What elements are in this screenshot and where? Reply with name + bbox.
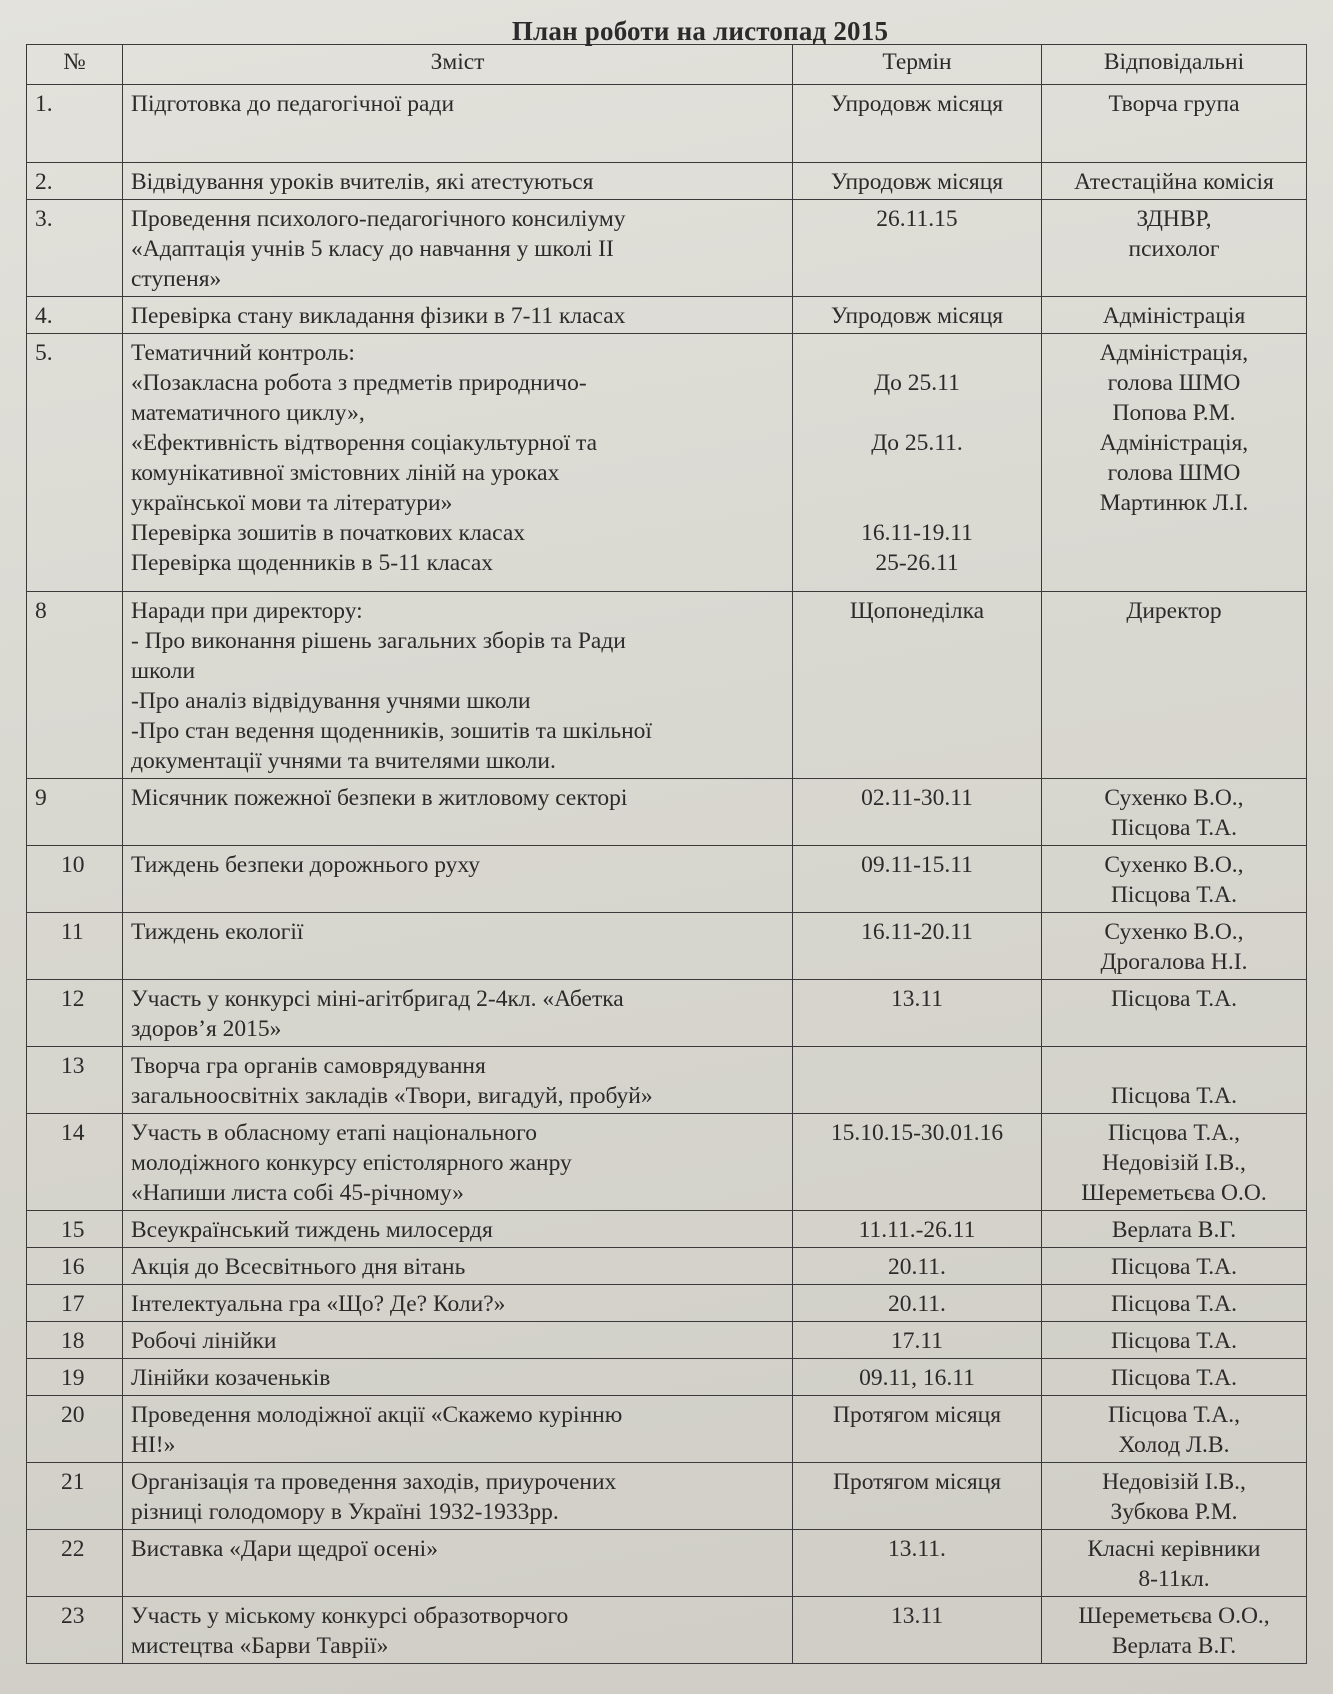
table-body: [27, 85, 1307, 1664]
row-term-line: Упродовж місяця: [830, 303, 1004, 329]
table-row: [27, 913, 1307, 980]
row-term: [793, 334, 1042, 592]
row-content-line: документації учнями та вчителями школи.: [131, 748, 556, 774]
row-content-line: НІ!»: [131, 1432, 176, 1458]
row-content: [123, 1359, 793, 1396]
row-content: [123, 592, 793, 779]
row-number: 3.: [27, 200, 123, 297]
row-responsible: [1042, 1114, 1307, 1211]
row-responsible: [1042, 779, 1307, 846]
row-responsible-line: Верлата В.Г.: [1111, 1633, 1237, 1659]
row-responsible-line: Сухенко В.О.,: [1104, 785, 1244, 811]
row-responsible: [1042, 980, 1307, 1047]
row-content: [123, 1597, 793, 1664]
row-responsible: [1042, 163, 1307, 200]
row-term-line: 09.11-15.11: [861, 852, 973, 878]
row-term-line: 02.11-30.11: [861, 785, 973, 811]
row-content-line: української мови та літератури»: [131, 490, 453, 516]
row-content-line: Акція до Всесвітнього дня вітань: [131, 1254, 466, 1280]
row-responsible-line: Пісцова Т.А.: [1110, 1365, 1238, 1391]
row-responsible-line: Недовізій І.В.,: [1102, 1150, 1246, 1176]
row-responsible-line: голова ШМО: [1107, 370, 1241, 396]
row-responsible-line: голова ШМО: [1107, 460, 1241, 486]
row-content-line: -Про аналіз відвідування учнями школи: [131, 688, 531, 714]
row-content: [123, 980, 793, 1047]
row-term-line: 13.11: [890, 1603, 943, 1629]
row-responsible-line: Пісцова Т.А.: [1110, 1291, 1238, 1317]
row-term-line: 13.11.: [888, 1536, 946, 1562]
row-term: [793, 1597, 1042, 1664]
row-responsible-line: Пісцова Т.А.,: [1108, 1402, 1240, 1428]
row-term-line: 16.11-19.11: [861, 520, 973, 546]
row-term: [793, 846, 1042, 913]
row-responsible-line: 8-11кл.: [1138, 1566, 1210, 1592]
row-term: [793, 200, 1042, 297]
row-term-line: До 25.11: [874, 370, 960, 396]
table-row: [27, 1285, 1307, 1322]
row-content: [123, 913, 793, 980]
row-content: [123, 1396, 793, 1463]
row-content-line: Наради при директору:: [131, 598, 363, 624]
row-responsible: [1042, 85, 1307, 163]
row-term-line: 09.11, 16.11: [859, 1365, 975, 1391]
row-term-line: [801, 398, 1033, 428]
row-content-line: різниці голодомору в Україні 1932-1933рр.: [131, 1499, 559, 1525]
row-responsible-line: Пісцова Т.А.: [1110, 815, 1238, 841]
row-content-line: Інтелектуальна гра «Що? Де? Коли?»: [131, 1291, 506, 1317]
row-content-line: мистецтва «Барви Таврії»: [131, 1633, 389, 1659]
row-responsible: [1042, 1047, 1307, 1114]
row-term: [793, 1285, 1042, 1322]
table-row: [27, 1463, 1307, 1530]
row-content: [123, 846, 793, 913]
row-responsible-line: Шереметьєва О.О.: [1081, 1180, 1267, 1206]
row-responsible-line: Сухенко В.О.,: [1104, 852, 1244, 878]
row-term: [793, 913, 1042, 980]
row-content-line: Перевірка зошитів в початкових класах: [131, 520, 526, 546]
row-number: 13: [27, 1047, 123, 1114]
row-content-line: «Напиши листа собі 45-річному»: [131, 1180, 464, 1206]
row-responsible-line: Директор: [1126, 598, 1222, 624]
row-term-line: Упродовж місяця: [830, 169, 1004, 195]
row-responsible: [1042, 846, 1307, 913]
row-content-line: Творча гра органів самоврядування: [131, 1053, 486, 1079]
row-responsible-line: Пісцова Т.А.: [1110, 1083, 1238, 1109]
table-row: [27, 163, 1307, 200]
row-responsible: [1042, 1396, 1307, 1463]
row-content-line: Перевірка щоденників в 5-11 класах: [131, 550, 494, 576]
row-content-line: Робочі лінійки: [131, 1328, 277, 1354]
row-responsible-line: ЗДНВР,: [1136, 206, 1212, 232]
row-responsible: [1042, 1359, 1307, 1396]
row-term-line: 15.10.15-30.01.16: [830, 1120, 1004, 1146]
row-responsible: [1042, 1463, 1307, 1530]
table-row: [27, 1047, 1307, 1114]
row-content-line: Участь в обласному етапі національного: [131, 1120, 537, 1146]
row-number: 5.: [27, 334, 123, 592]
row-term-line: 16.11-20.11: [861, 919, 973, 945]
table-row: [27, 1396, 1307, 1463]
row-term-line: Щопонеділка: [849, 598, 985, 624]
row-content: [123, 1530, 793, 1597]
row-number: 9: [27, 779, 123, 846]
row-content-line: «Позакласна робота з предметів природничо-: [131, 370, 587, 396]
table-row: [27, 85, 1307, 163]
row-content-line: Тиждень безпеки дорожнього руху: [131, 852, 481, 878]
row-responsible: [1042, 1322, 1307, 1359]
row-term-line: 11.11.-26.11: [858, 1217, 976, 1243]
row-content-line: - Про виконання рішень загальних зборів та Ради: [131, 628, 626, 654]
row-responsible-line: Класні керівники: [1087, 1536, 1261, 1562]
row-term: [793, 1530, 1042, 1597]
row-number: 2.: [27, 163, 123, 200]
row-number: 23: [27, 1597, 123, 1664]
row-number: 19: [27, 1359, 123, 1396]
row-content: [123, 1114, 793, 1211]
row-content: [123, 779, 793, 846]
row-number: 8: [27, 592, 123, 779]
row-content-line: Лінійки козаченьків: [131, 1365, 331, 1391]
row-term: [793, 163, 1042, 200]
row-content: [123, 163, 793, 200]
row-number: 10: [27, 846, 123, 913]
row-content-line: Проведення молодіжної акції «Скажемо курінню: [131, 1402, 623, 1428]
table-row: [27, 1530, 1307, 1597]
header-content: Зміст: [123, 45, 793, 85]
row-responsible: [1042, 913, 1307, 980]
row-content: [123, 1463, 793, 1530]
row-term: [793, 1047, 1042, 1114]
row-content: [123, 1322, 793, 1359]
header-responsible: Відповідальні: [1042, 45, 1307, 85]
row-number: 18: [27, 1322, 123, 1359]
row-responsible-line: Пісцова Т.А.: [1110, 882, 1238, 908]
row-content-line: ступеня»: [131, 266, 222, 292]
table-row: [27, 297, 1307, 334]
row-responsible-line: Холод Л.В.: [1118, 1432, 1230, 1458]
row-term: [793, 980, 1042, 1047]
row-term-line: 25-26.11: [875, 550, 959, 576]
row-number: 21: [27, 1463, 123, 1530]
plan-table: [26, 44, 1307, 1664]
row-responsible-line: Сухенко В.О.,: [1104, 919, 1244, 945]
document-page: [20, 18, 1310, 1664]
row-content-line: школи: [131, 658, 196, 684]
table-row: [27, 334, 1307, 592]
row-responsible-line: Пісцова Т.А.,: [1108, 1120, 1240, 1146]
row-content-line: Організація та проведення заходів, приурочених: [131, 1469, 617, 1495]
row-content: [123, 1285, 793, 1322]
row-term-line: [801, 338, 1033, 368]
row-term-line: 13.11: [890, 986, 943, 1012]
row-term-line: 20.11.: [888, 1254, 946, 1280]
row-content: [123, 200, 793, 297]
row-responsible-line: Дрогалова Н.І.: [1100, 949, 1248, 975]
table-row: [27, 980, 1307, 1047]
row-term: [793, 1248, 1042, 1285]
row-responsible-line: Творча група: [1108, 91, 1240, 117]
row-term-line: [801, 1051, 1033, 1081]
row-responsible-line: Попова Р.М.: [1112, 400, 1236, 426]
row-content-line: -Про стан ведення щоденників, зошитів та шкільної: [131, 718, 652, 744]
table-row: [27, 1359, 1307, 1396]
row-responsible-line: Мартинюк Л.І.: [1099, 490, 1249, 516]
row-term: [793, 1396, 1042, 1463]
row-responsible: [1042, 334, 1307, 592]
row-content-line: загальноосвітніх закладів «Твори, вигадуй, пробуй»: [131, 1083, 653, 1109]
row-content: [123, 85, 793, 163]
row-content: [123, 334, 793, 592]
row-content-line: Підготовка до педагогічної ради: [131, 91, 455, 117]
table-row: [27, 1597, 1307, 1664]
row-responsible: [1042, 1248, 1307, 1285]
row-content: [123, 1047, 793, 1114]
row-content-line: Всеукраїнський тиждень милосердя: [131, 1217, 493, 1243]
row-responsible-line: Атестаційна комісія: [1074, 169, 1274, 195]
row-responsible-line: Пісцова Т.А.: [1110, 986, 1238, 1012]
row-responsible-line: Адміністрація,: [1099, 340, 1249, 366]
row-number: 17: [27, 1285, 123, 1322]
row-content-line: Тиждень екології: [131, 919, 304, 945]
row-content: [123, 297, 793, 334]
row-term: [793, 779, 1042, 846]
row-term-line: Упродовж місяця: [830, 91, 1004, 117]
row-content-line: молодіжного конкурсу епістолярного жанру: [131, 1150, 572, 1176]
row-content-line: Перевірка стану викладання фізики в 7-11 класах: [131, 303, 626, 329]
row-term-line: Протягом місяця: [832, 1469, 1002, 1495]
table-row: [27, 1322, 1307, 1359]
row-number: 4.: [27, 297, 123, 334]
row-content-line: Участь у міському конкурсі образотворчого: [131, 1603, 569, 1629]
row-term: [793, 592, 1042, 779]
row-content: [123, 1211, 793, 1248]
row-responsible-line: психолог: [1128, 236, 1220, 262]
row-responsible-line: Адміністрація,: [1099, 430, 1249, 456]
row-number: 16: [27, 1248, 123, 1285]
table-header-row: [27, 45, 1307, 85]
header-term: Термін: [793, 45, 1042, 85]
row-term: [793, 1114, 1042, 1211]
row-content-line: Участь у конкурсі міні-агітбригад 2-4кл. «Абетка: [131, 986, 624, 1012]
row-number: 1.: [27, 85, 123, 163]
row-number: 12: [27, 980, 123, 1047]
table-row: [27, 1114, 1307, 1211]
row-content-line: «Ефективність відтворення соціакультурної та: [131, 430, 598, 456]
row-content-line: Відвідування уроків вчителів, які атестуються: [131, 169, 594, 195]
row-term-line: 20.11.: [888, 1291, 946, 1317]
row-responsible: [1042, 297, 1307, 334]
row-responsible-line: Пісцова Т.А.: [1110, 1254, 1238, 1280]
table-row: [27, 200, 1307, 297]
row-term-line: 26.11.15: [876, 206, 958, 232]
table-row: [27, 779, 1307, 846]
row-responsible-line: Шереметьєва О.О.,: [1078, 1603, 1270, 1629]
row-content: [123, 1248, 793, 1285]
row-content-line: Проведення психолого-педагогічного консиліуму: [131, 206, 626, 232]
row-number: 20: [27, 1396, 123, 1463]
table-row: [27, 592, 1307, 779]
row-responsible-line: Верлата В.Г.: [1111, 1217, 1237, 1243]
row-content-line: «Адаптація учнів 5 класу до навчання у школі ІІ: [131, 236, 614, 262]
row-number: 11: [27, 913, 123, 980]
row-number: 14: [27, 1114, 123, 1211]
row-content-line: Виставка «Дари щедрої осені»: [131, 1536, 438, 1562]
row-term: [793, 1322, 1042, 1359]
row-responsible: [1042, 1597, 1307, 1664]
row-content-line: Місячник пожежної безпеки в житловому секторі: [131, 785, 628, 811]
row-responsible: [1042, 1285, 1307, 1322]
row-content-line: комунікативної змістовних ліній на уроках: [131, 460, 560, 486]
row-term-line: 17.11: [890, 1328, 943, 1354]
row-responsible-line: [1050, 1051, 1298, 1081]
row-responsible: [1042, 200, 1307, 297]
row-responsible-line: Пісцова Т.А.: [1110, 1328, 1238, 1354]
row-term-line: Протягом місяця: [832, 1402, 1002, 1428]
row-responsible: [1042, 592, 1307, 779]
row-content-line: Тематичний контроль:: [131, 340, 355, 366]
document-title: План роботи на листопад 2015: [511, 16, 889, 46]
row-term: [793, 1211, 1042, 1248]
row-term: [793, 85, 1042, 163]
table-row: [27, 1248, 1307, 1285]
row-number: 15: [27, 1211, 123, 1248]
row-term: [793, 1463, 1042, 1530]
row-content-line: математичного циклу»,: [131, 400, 365, 426]
row-term-line: [801, 488, 1033, 518]
row-responsible-line: Адміністрація: [1102, 303, 1246, 329]
row-number: 22: [27, 1530, 123, 1597]
row-responsible: [1042, 1530, 1307, 1597]
table-row: [27, 846, 1307, 913]
header-num: №: [27, 45, 123, 85]
row-term-line: До 25.11.: [871, 430, 963, 456]
row-term: [793, 297, 1042, 334]
row-term: [793, 1359, 1042, 1396]
table-row: [27, 1211, 1307, 1248]
row-responsible: [1042, 1211, 1307, 1248]
row-term-line: [801, 458, 1033, 488]
row-responsible-line: Зубкова Р.М.: [1110, 1499, 1238, 1525]
row-content-line: здоров’я 2015»: [131, 1016, 282, 1042]
row-responsible-line: Недовізій І.В.,: [1102, 1469, 1246, 1495]
